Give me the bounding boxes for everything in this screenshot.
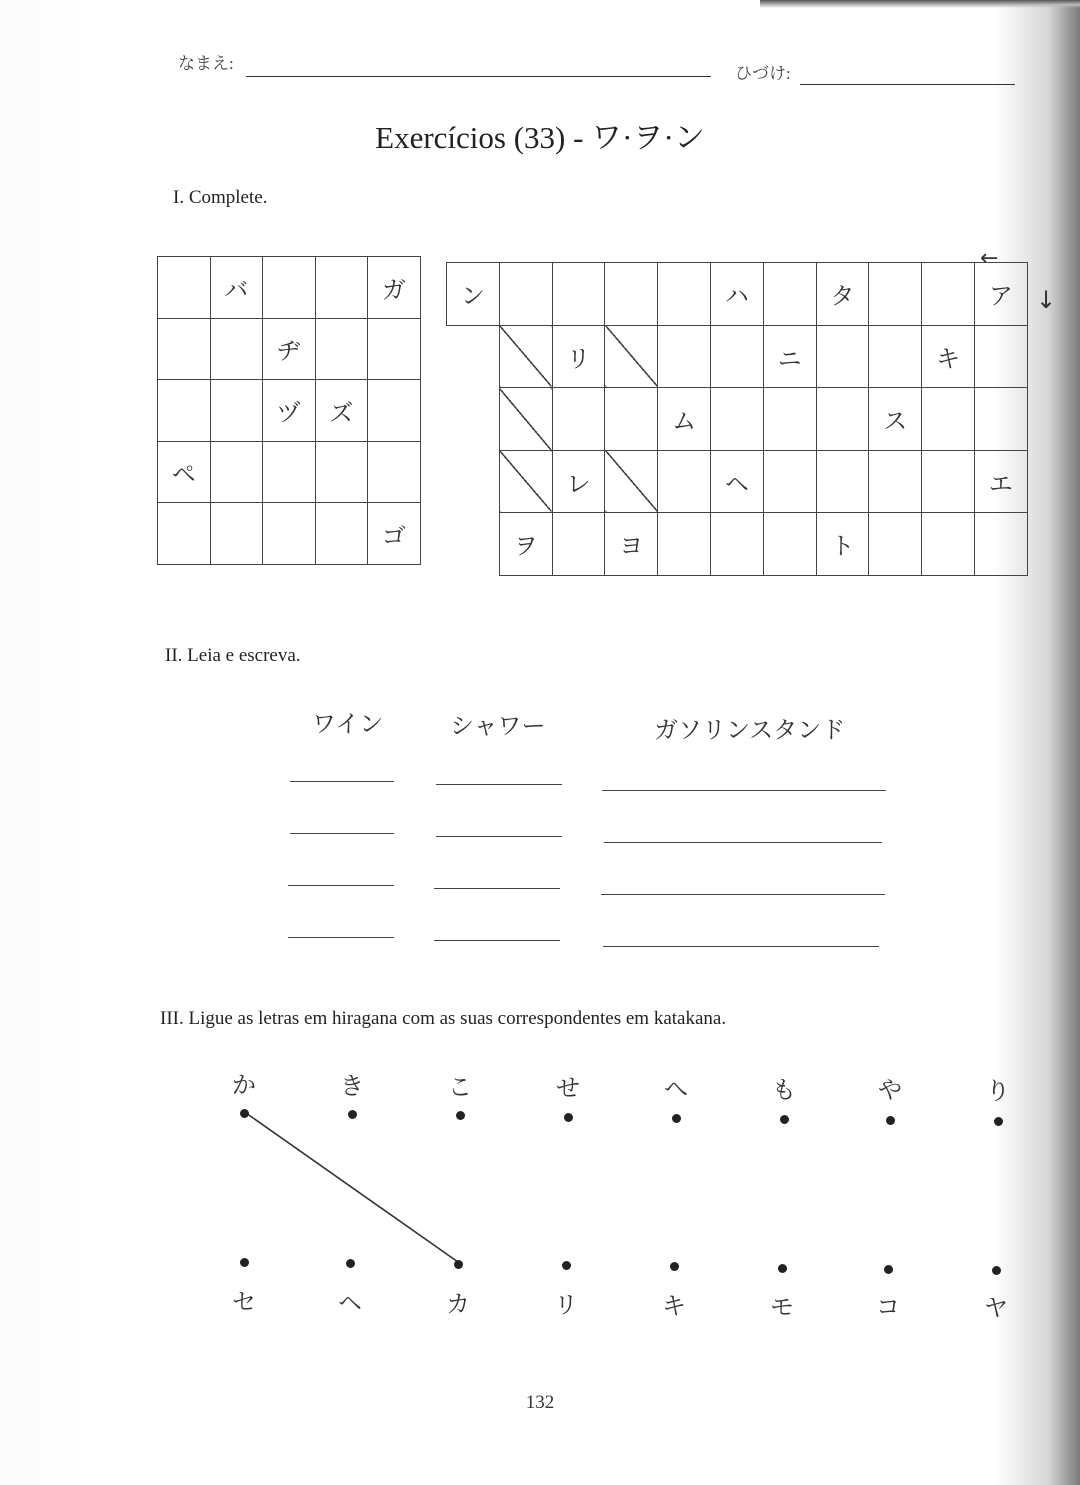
example-connection-line	[246, 1113, 458, 1262]
word-gasorin-sutando: ガソリンスタンド	[654, 716, 846, 744]
katakana-char: カ	[446, 1289, 470, 1318]
word-wain: ワイン	[312, 710, 384, 738]
grid-cell-filled[interactable]: ヘ	[710, 450, 763, 513]
grid-cell-filled[interactable]: ヅ	[263, 380, 316, 442]
grid-cell-filled[interactable]: ニ	[763, 325, 816, 388]
hiragana-char: か	[232, 1071, 256, 1099]
katakana-char: コ	[876, 1293, 900, 1322]
grid-cell-filled[interactable]: バ	[210, 257, 263, 319]
katakana-dot[interactable]	[240, 1258, 249, 1267]
hiragana-dot[interactable]	[240, 1109, 249, 1118]
grid-cell-filled[interactable]: タ	[816, 263, 869, 326]
hiragana-char: り	[986, 1077, 1010, 1106]
grid-cell-filled[interactable]: ズ	[315, 380, 368, 442]
grid-cell-filled[interactable]: ス	[869, 388, 922, 451]
grid-cell-filled[interactable]: リ	[552, 325, 605, 388]
grid-cell-filled[interactable]: レ	[552, 450, 605, 513]
date-label: ひづけ:	[735, 64, 791, 83]
grid-cell-filled[interactable]: キ	[922, 325, 975, 388]
grid-cell-filled[interactable]: ム	[658, 388, 711, 451]
katakana-char: ヘ	[338, 1288, 362, 1317]
katakana-char: セ	[232, 1288, 256, 1316]
hiragana-char: こ	[448, 1072, 472, 1101]
grid-cell-filled[interactable]: ト	[816, 513, 869, 576]
arrow-left-icon: ←	[980, 246, 999, 271]
name-label: なまえ:	[178, 54, 234, 73]
hiragana-char: き	[340, 1071, 364, 1100]
katakana-dot[interactable]	[884, 1265, 893, 1274]
arrow-down-icon: ↓	[1036, 286, 1057, 314]
page-number: 132	[525, 1392, 555, 1413]
grid-cell-filled[interactable]: ン	[447, 263, 500, 326]
page-title: Exercícios (33) - ワ·ヲ·ン	[375, 120, 705, 155]
section-1-heading: I. Complete.	[173, 187, 268, 208]
katakana-char: モ	[770, 1292, 794, 1321]
katakana-char: ヤ	[984, 1294, 1008, 1323]
grid-cell-filled[interactable]: ア	[974, 263, 1027, 326]
hiragana-char: へ	[664, 1074, 688, 1103]
grid-cell-filled[interactable]: ヲ	[499, 513, 552, 576]
katakana-char: キ	[662, 1291, 686, 1320]
grid-cell-filled[interactable]: ゴ	[368, 503, 421, 565]
word-shawaa: シャワー	[450, 712, 546, 740]
section-3-heading: III. Ligue as letras em hiragana com as suas correspondentes em katakana.	[160, 1008, 727, 1029]
hiragana-char: も	[772, 1075, 796, 1104]
grid-cell-filled[interactable]: ヨ	[605, 513, 658, 576]
hiragana-dot[interactable]	[780, 1115, 789, 1124]
hiragana-char: や	[878, 1076, 902, 1105]
hiragana-dot[interactable]	[672, 1114, 681, 1123]
grid-cell-filled[interactable]: ペ	[158, 441, 211, 503]
section-2-heading: II. Leia e escreva.	[165, 645, 301, 666]
katakana-dot[interactable]	[992, 1266, 1001, 1275]
grid-cell-filled[interactable]: エ	[974, 450, 1027, 513]
katakana-dot[interactable]	[778, 1264, 787, 1273]
grid-cell-filled[interactable]: ハ	[710, 263, 763, 326]
grid-cell-filled[interactable]: ヂ	[263, 318, 316, 380]
hiragana-dot[interactable]	[564, 1113, 573, 1122]
katakana-char: リ	[554, 1290, 578, 1319]
hiragana-char: せ	[556, 1073, 580, 1102]
grid-cell-filled[interactable]: ガ	[368, 257, 421, 319]
